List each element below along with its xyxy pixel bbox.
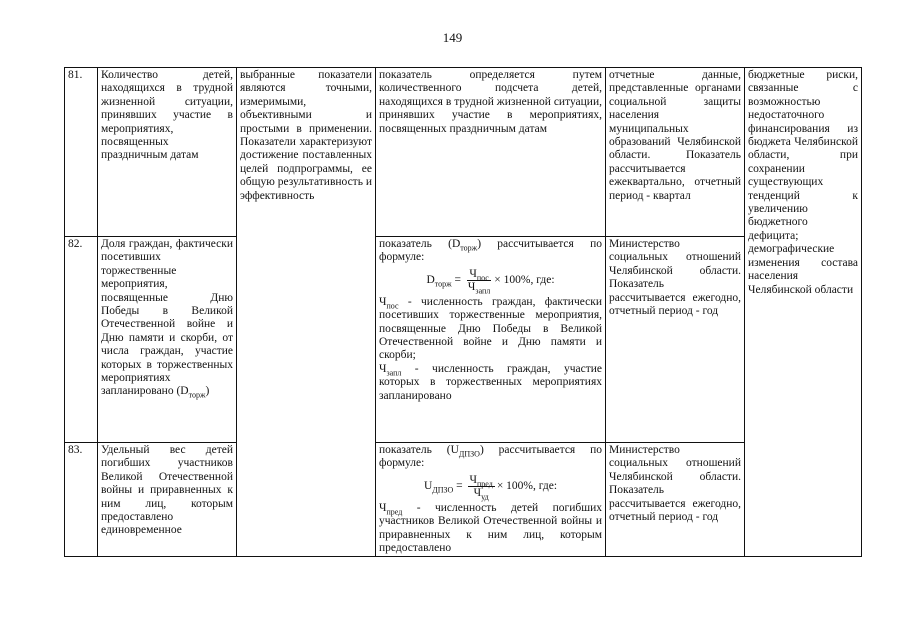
- indicator-text-end: ): [205, 385, 210, 398]
- formula-fraction: [466, 267, 492, 296]
- fraction-numerator: $Ч_{пос}$: [469, 267, 489, 283]
- definition: $Ч_{запл}$ - численность граждан, участие которых в торжественных мероприятиях запланировано: [379, 362, 602, 402]
- risks-cell: бюджетные риски, связанные с возможностью недостаточного финансирования из бюджета Челябинской области, при сохранении существующих тенденций к увеличению бюджетного дефицита; демографические изменения состава населения Челябинской области: [745, 68, 862, 557]
- method-intro: показатель $(D_{торж})$ рассчитывается по формуле:: [379, 238, 602, 264]
- formula-tail: × 100%, где:: [496, 479, 558, 492]
- source-cell: Министерство социальных отношений Челябинской области. Показатель рассчитывается ежегодно, отчетный период - год: [606, 443, 745, 557]
- criteria-cell: выбранные показатели являются точными, измеримыми, объективными и простыми в применении. Показатели характеризуют достижение поставленных целей подпрограммы, ее общую результативность и эффективность: [237, 68, 376, 557]
- table-row: [65, 237, 862, 443]
- table-row: [65, 443, 862, 557]
- method-cell: показатель определяется путем количественного подсчета детей, находящихся в трудной жизненной ситуации, принявших участие в мероприятиях, посвященных праздничным датам: [376, 68, 606, 237]
- source-cell: отчетные данные, представленные органами социальной защиты населения муниципальных образований Челябинской области. Показатель рассчитывается ежеквартально, отчетный период - квартал: [606, 68, 745, 237]
- indicator-name: Удельный вес детей погибших участников Великой Отечественной войны и приравненных к ним лиц, которым предоставлено единовременное: [98, 443, 237, 557]
- method-cell: [376, 237, 606, 443]
- method-cell: [376, 443, 606, 557]
- indicator-text: Доля граждан, фактически посетивших торжественные мероприятия, посвященные Дню Победы в Великой Отечественной войне и Дню памяти и скорби, от числа граждан, участие которых в торжественных мероприятиях запланировано (D: [101, 238, 233, 398]
- source-cell: Министерство социальных отношений Челябинской области. Показатель рассчитывается ежегодно, отчетный период - год: [606, 237, 745, 443]
- formula-lhs: $U_{ДПЗО}$ =: [423, 479, 466, 494]
- formula: [379, 267, 602, 296]
- indicator-subscript: торж: [188, 390, 206, 400]
- page-number: 149: [442, 30, 463, 45]
- formula-lhs: $D_{торж}$ =: [426, 273, 464, 288]
- method-intro: показатель $(U_{ДПЗО})$ рассчитывается по формуле:: [379, 444, 602, 470]
- definition: $Ч_{пред}$ - численность детей погибших участников Великой Отечественной войны и приравненных к ним лиц, которым предоставлено: [379, 501, 602, 555]
- fraction-denominator: $Ч_{уд}$: [473, 486, 489, 502]
- row-number: 81.: [65, 68, 98, 237]
- row-number: 82.: [65, 237, 98, 443]
- row-number: 83.: [65, 443, 98, 557]
- fraction-numerator: $Ч_{пред}$: [469, 473, 493, 489]
- formula-tail: × 100%, где:: [494, 273, 555, 286]
- indicator-name: Количество детей, находящихся в трудной жизненной ситуации, принявших участие в мероприятиях, посвященных праздничным датам: [98, 68, 237, 237]
- definition: $Ч_{пос}$ - численность граждан, фактически посетивших торжественные мероприятия, посвященные Дню Победы в Великой Отечественной войне и Дню памяти и скорби;: [379, 295, 602, 362]
- formula: [379, 473, 602, 502]
- fraction-denominator: $Ч_{запл}$: [467, 280, 491, 296]
- formula-fraction: [468, 473, 495, 502]
- table-row: [65, 68, 862, 237]
- indicators-table: [64, 67, 862, 557]
- indicator-name: [98, 237, 237, 443]
